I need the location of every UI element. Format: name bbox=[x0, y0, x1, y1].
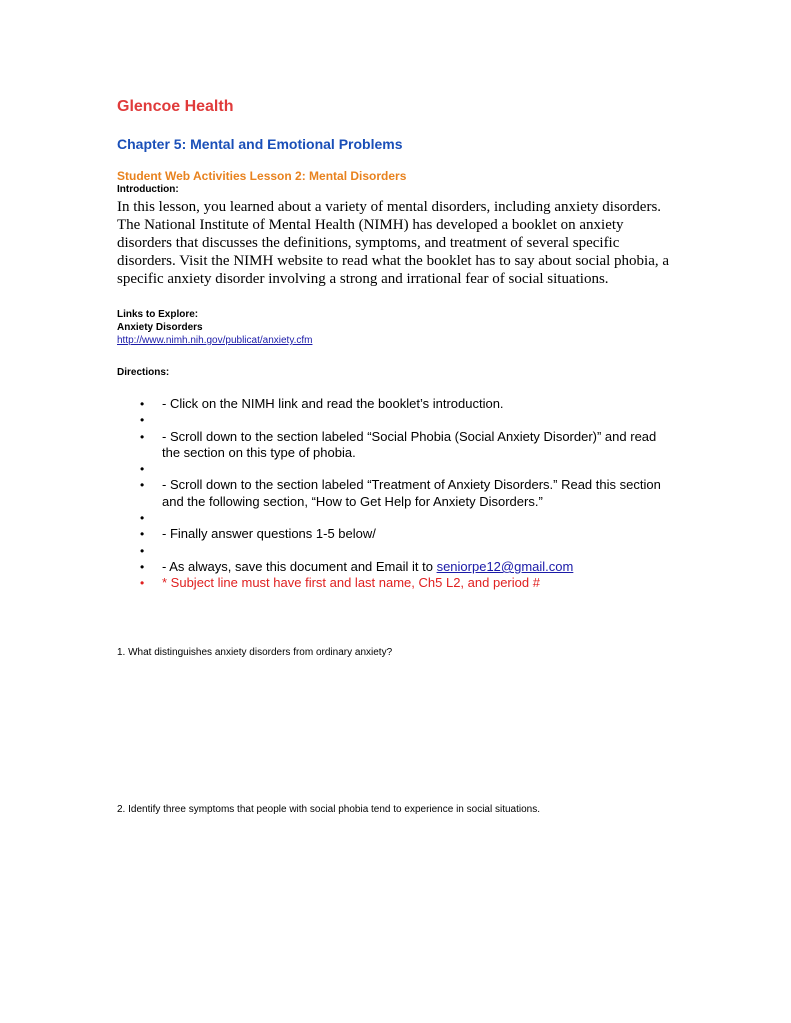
bullet-icon: • bbox=[140, 413, 145, 428]
list-item bbox=[117, 575, 677, 591]
subject-line-note: * Subject line must have first and last name, Ch5 L2, and period # bbox=[162, 575, 540, 591]
list-item bbox=[117, 543, 677, 559]
list-item-text: - Finally answer questions 1-5 below/ bbox=[162, 526, 376, 542]
bullet-icon: • bbox=[140, 429, 145, 444]
bullet-icon: • bbox=[140, 462, 145, 477]
bullet-icon: • bbox=[140, 559, 145, 574]
bullet-icon: • bbox=[140, 527, 145, 542]
chapter-heading: Chapter 5: Mental and Emotional Problems bbox=[117, 136, 403, 152]
list-item-text: - Scroll down to the section labeled “Treatment of Anxiety Disorders.” Read this section and the following section, “How to Get Help for Anxiety Disorders.” bbox=[162, 477, 661, 509]
list-item bbox=[117, 396, 677, 412]
lesson-heading: Student Web Activities Lesson 2: Mental Disorders bbox=[117, 169, 407, 183]
document-title: Glencoe Health bbox=[117, 98, 234, 115]
document-page bbox=[117, 96, 677, 815]
bullet-icon: • bbox=[140, 543, 145, 558]
nimh-link[interactable]: http://www.nimh.nih.gov/publicat/anxiety.cfm bbox=[117, 335, 313, 346]
list-item bbox=[117, 526, 677, 542]
link-title: Anxiety Disorders bbox=[117, 322, 203, 333]
list-item bbox=[117, 412, 677, 428]
bullet-icon: • bbox=[140, 478, 145, 493]
question-2: 2. Identify three symptoms that people with social phobia tend to experience in social situations. bbox=[117, 804, 541, 815]
email-link[interactable]: seniorpe12@gmail.com bbox=[436, 558, 574, 574]
list-item-text: - Click on the NIMH link and read the booklet’s introduction. bbox=[162, 396, 504, 411]
directions-label: Directions: bbox=[117, 367, 170, 378]
introduction-label: Introduction: bbox=[117, 184, 179, 195]
list-item bbox=[117, 477, 677, 510]
introduction-text: In this lesson, you learned about a variety of mental disorders, including anxiety disorders. The National Institute of Mental Health (NIMH) has developed a booklet on anxiety disorders that discusses the definitions, symptoms, and treatment of several specific disorders. Visit the NIMH website to read what the booklet has to say about social phobia, a specific anxiety disorder involving a strong and irrational fear of social situations. bbox=[117, 199, 670, 287]
list-item bbox=[117, 510, 677, 526]
links-section bbox=[117, 308, 677, 347]
list-item-text: - As always, save this document and Email it to bbox=[162, 558, 437, 574]
list-item bbox=[117, 461, 677, 477]
bullet-icon: • bbox=[140, 511, 145, 526]
list-item-text: - Scroll down to the section labeled “Social Phobia (Social Anxiety Disorder)” and read the section on this type of phobia. bbox=[162, 428, 657, 460]
bullet-icon: • bbox=[140, 397, 145, 411]
introduction-section bbox=[117, 183, 677, 288]
list-item bbox=[117, 429, 677, 462]
directions-list bbox=[117, 396, 677, 592]
links-label: Links to Explore: bbox=[117, 309, 199, 320]
question-1: 1. What distinguishes anxiety disorders from ordinary anxiety? bbox=[117, 647, 393, 658]
bullet-icon: • bbox=[140, 576, 145, 591]
list-item bbox=[117, 559, 677, 575]
